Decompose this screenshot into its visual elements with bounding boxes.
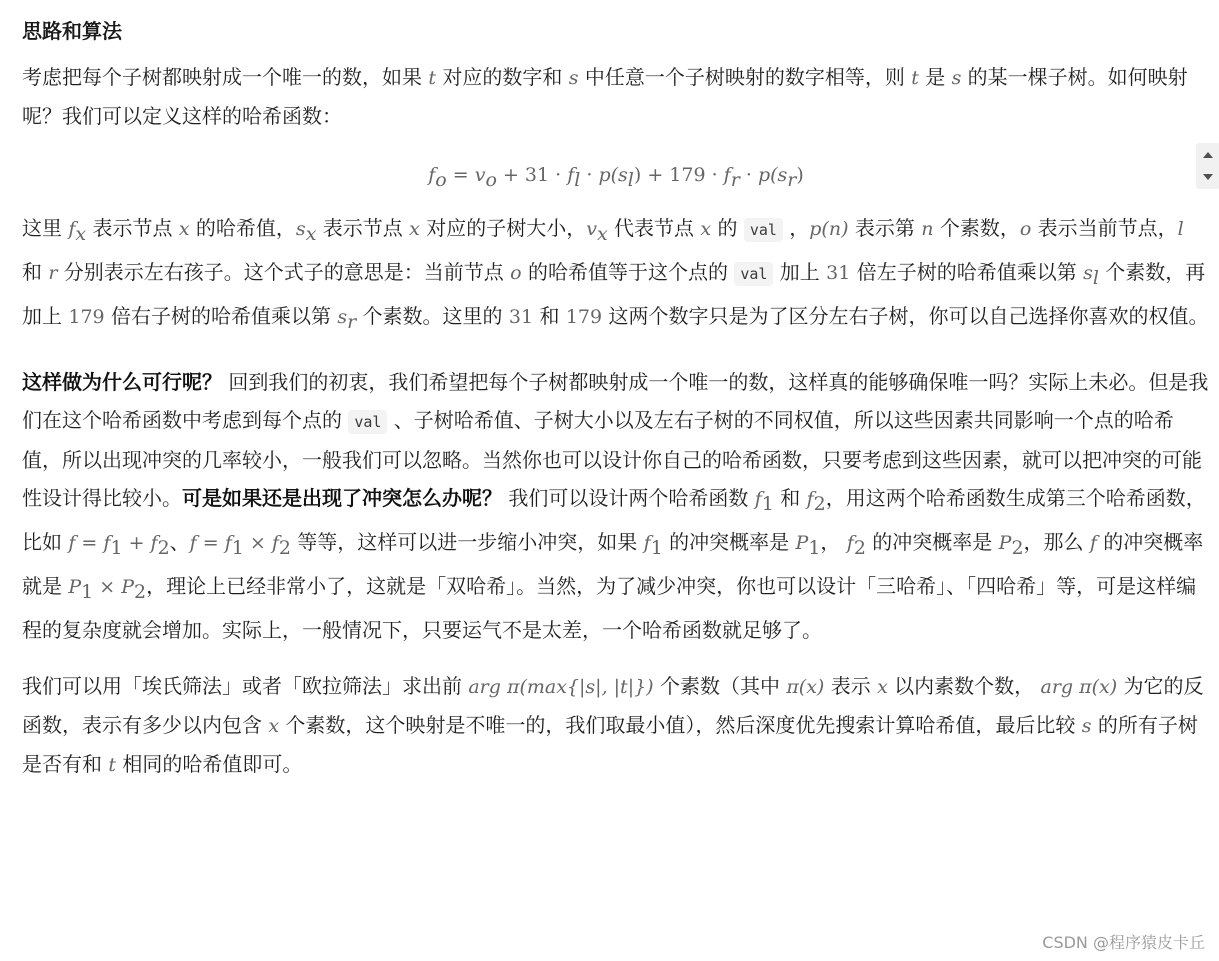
math-f: f [846, 532, 854, 554]
bold-question-collision: 可是如果还是出现了冲突怎么办呢？ [182, 486, 502, 510]
math-P: P [68, 576, 82, 598]
text: 、 [169, 530, 190, 554]
paragraph-intro [22, 58, 1210, 135]
text: 我们可以用「埃氏筛法」或者「欧拉筛法」求出前 [22, 674, 469, 698]
math-P: P [795, 532, 809, 554]
math-o: o [510, 262, 522, 284]
math-sub: 1 [808, 537, 821, 559]
text: 个素数，再加上 [22, 260, 1206, 328]
text: 回到我们的初衷，我们希望把每个子树都映射成一个唯一的数，这样真的能够确保唯一吗？实际上未必。但是我们在这个哈希函数中考虑到每个点的 [22, 370, 1209, 432]
math-sub: 2 [134, 581, 147, 603]
inline-code-val: val [348, 410, 387, 434]
formula-sub: l [627, 169, 634, 191]
formula-sub: o [485, 169, 497, 191]
math-v: v [586, 218, 597, 240]
math-sub: 1 [110, 537, 123, 559]
math-f: f [1089, 532, 1097, 554]
text: 代表节点 [607, 216, 701, 240]
formula-p: p(s [598, 164, 628, 186]
paragraph-collision [22, 363, 1210, 649]
hash-formula [22, 143, 1210, 205]
formula-f: f [723, 164, 731, 186]
text: 的 [711, 216, 744, 240]
math-x: x [178, 218, 190, 240]
math-31: 31 [826, 262, 851, 284]
text: 对应的数字和 [436, 65, 569, 89]
text: 这两个数字只是为了区分左右子树，你可以自己选择你喜欢的权值。 [602, 304, 1209, 328]
math-sub: 2 [1011, 537, 1024, 559]
formula-op: + 179 · [641, 164, 724, 186]
math-sub: x [75, 223, 87, 245]
math-x: x [268, 715, 280, 737]
math-pix: π(x) [786, 676, 825, 698]
formula-eq: = [446, 164, 475, 186]
text: 的所有子树是否有和 [22, 713, 1198, 776]
text: 的某一棵子树。如何映射呢？我们可以定义这样的哈希函数： [22, 65, 1188, 128]
paragraph-explanation [22, 209, 1210, 341]
text: 的哈希值， [189, 216, 296, 240]
text: 和 [533, 304, 566, 328]
text: 、子树哈希值、子树大小以及左右子树的不同权值，所以这些因素共同影响一个点的哈希值，所以出现冲突的几率较小，一般我们可以忽略。当然你也可以设计你自己的哈希函数，只要考虑到这些因素，就可以把冲突的可能性设计得比较小。 [22, 408, 1202, 510]
text: ，那么 [1023, 530, 1090, 554]
text: 表示第 [848, 216, 922, 240]
text: 是 [918, 65, 952, 89]
math-31: 31 [508, 306, 534, 328]
math-n: n [921, 218, 934, 240]
math-sub: 2 [278, 537, 291, 559]
math-x: x [409, 218, 420, 240]
math-sub: x [305, 223, 317, 245]
formula-f: f [567, 164, 575, 186]
math-sub: r [347, 311, 357, 333]
text: ，理论上已经非常小了，这就是「双哈希」。当然，为了减少冲突，你也可以设计「三哈希」、「四哈希」等，可是这样编程的复杂度就会增加。实际上，一般情况下，只要运气不是太差，一个哈希函数就足够了。 [22, 574, 1197, 642]
formula-paren: ) [633, 164, 642, 186]
math-sub: 2 [813, 493, 826, 515]
math-s: s [1081, 715, 1092, 737]
math-t: t [428, 67, 436, 89]
text: 个素数， [933, 216, 1020, 240]
math-r: r [48, 262, 58, 284]
text: ， [820, 530, 847, 554]
text: 等等，这样可以进一步缩小冲突，如果 [290, 530, 644, 554]
text: 为它的反函数，表示有多少以内包含 [22, 674, 1204, 737]
formula-op: · [580, 164, 599, 186]
text: 表示 [824, 674, 878, 698]
text: 和 [22, 260, 49, 284]
formula-sub: o [435, 169, 447, 191]
text: 我们可以设计两个哈希函数 [502, 486, 755, 510]
math-sub: 1 [81, 581, 94, 603]
text: 中任意一个子树映射的数字相等，则 [578, 65, 912, 89]
formula-f: f [428, 164, 436, 186]
math-t: t [108, 754, 116, 776]
text: 个素数，这个映射是不唯一的，我们取最小值），然后深度优先搜索计算哈希值，最后比较 [279, 713, 1082, 737]
text: 倍左子树的哈希值乘以第 [850, 260, 1084, 284]
math-eq: f = f [68, 532, 111, 554]
formula-sub: l [574, 169, 581, 191]
math-sub: 2 [157, 537, 170, 559]
text: 这里 [22, 216, 69, 240]
math-argpix: arg π(x) [1040, 676, 1118, 698]
math-179: 179 [68, 306, 105, 328]
csdn-watermark: CSDN @程序猿皮卡丘 [1042, 933, 1205, 952]
math-f: f [754, 488, 762, 510]
formula-op: · [739, 164, 758, 186]
inline-code-val: val [744, 218, 783, 242]
math-s: s [295, 218, 306, 240]
paragraph-sieve [22, 667, 1210, 784]
text: 分别表示左右孩子。这个式子的意思是：当前节点 [57, 260, 511, 284]
text: 的冲突概率是 [865, 530, 999, 554]
text: 的冲突概率就是 [22, 530, 1204, 598]
section-heading: 思路和算法 [22, 19, 122, 43]
formula-v: v [474, 164, 486, 186]
text: 对应的子树大小， [419, 216, 587, 240]
math-pn: p(n) [809, 218, 849, 240]
math-s: s [1083, 262, 1093, 284]
math-eq: f = f [189, 532, 232, 554]
text: 表示节点 [316, 216, 410, 240]
math-P: P [998, 532, 1012, 554]
math-argmax: arg π(max{|s|, |t|}) [468, 676, 654, 698]
article-body [22, 0, 1210, 784]
text: 个素数（其中 [653, 674, 787, 698]
math-179: 179 [565, 306, 603, 328]
math-sub: 2 [853, 537, 866, 559]
math-o: o [1019, 218, 1032, 240]
text: 的冲突概率是 [662, 530, 796, 554]
math-l: l [1177, 218, 1184, 240]
text: ，用这两个哈希函数生成第三个哈希函数，比如 [22, 486, 1206, 554]
text: 个素数。这里的 [356, 304, 509, 328]
math-eq: + f [122, 532, 158, 554]
formula-sub: r [730, 169, 740, 191]
math-sub: 1 [231, 537, 244, 559]
math-sub: 1 [650, 537, 663, 559]
math-t: t [911, 67, 919, 89]
math-P: × P [93, 576, 135, 598]
inline-code-val: val [734, 262, 773, 286]
text: 以内素数个数， [887, 674, 1041, 698]
text: 相同的哈希值即可。 [116, 752, 303, 776]
formula-p: p(s [757, 164, 788, 186]
math-s: s [337, 306, 348, 328]
text: 表示节点 [86, 216, 179, 240]
text: 和 [773, 486, 807, 510]
math-sub: x [596, 223, 608, 245]
math-s: s [568, 67, 579, 89]
text: 加上 [773, 260, 827, 284]
text: 考虑把每个子树都映射成一个唯一的数，如果 [22, 65, 429, 89]
math-x: x [700, 218, 712, 240]
math-eq: × f [243, 532, 279, 554]
text: 的哈希值等于这个点的 [521, 260, 735, 284]
formula-paren: ) [796, 164, 804, 186]
scroll-down-icon[interactable] [1203, 174, 1213, 180]
scroll-up-icon[interactable] [1203, 152, 1213, 158]
text: ， [782, 216, 810, 240]
formula-scrollbar[interactable] [1196, 143, 1219, 189]
formula-op: + 31 · [496, 164, 568, 186]
math-f: f [68, 218, 76, 240]
formula-sub: r [787, 169, 797, 191]
math-sub: l [1092, 267, 1099, 289]
text: 表示当前节点， [1031, 216, 1178, 240]
math-s: s [951, 67, 962, 89]
math-sub: 1 [761, 493, 774, 515]
math-f: f [643, 532, 651, 554]
math-x: x [877, 676, 888, 698]
text: 倍右子树的哈希值乘以第 [104, 304, 338, 328]
math-f: f [806, 488, 814, 510]
bold-question-feasible: 这样做为什么可行呢？ [22, 370, 222, 394]
